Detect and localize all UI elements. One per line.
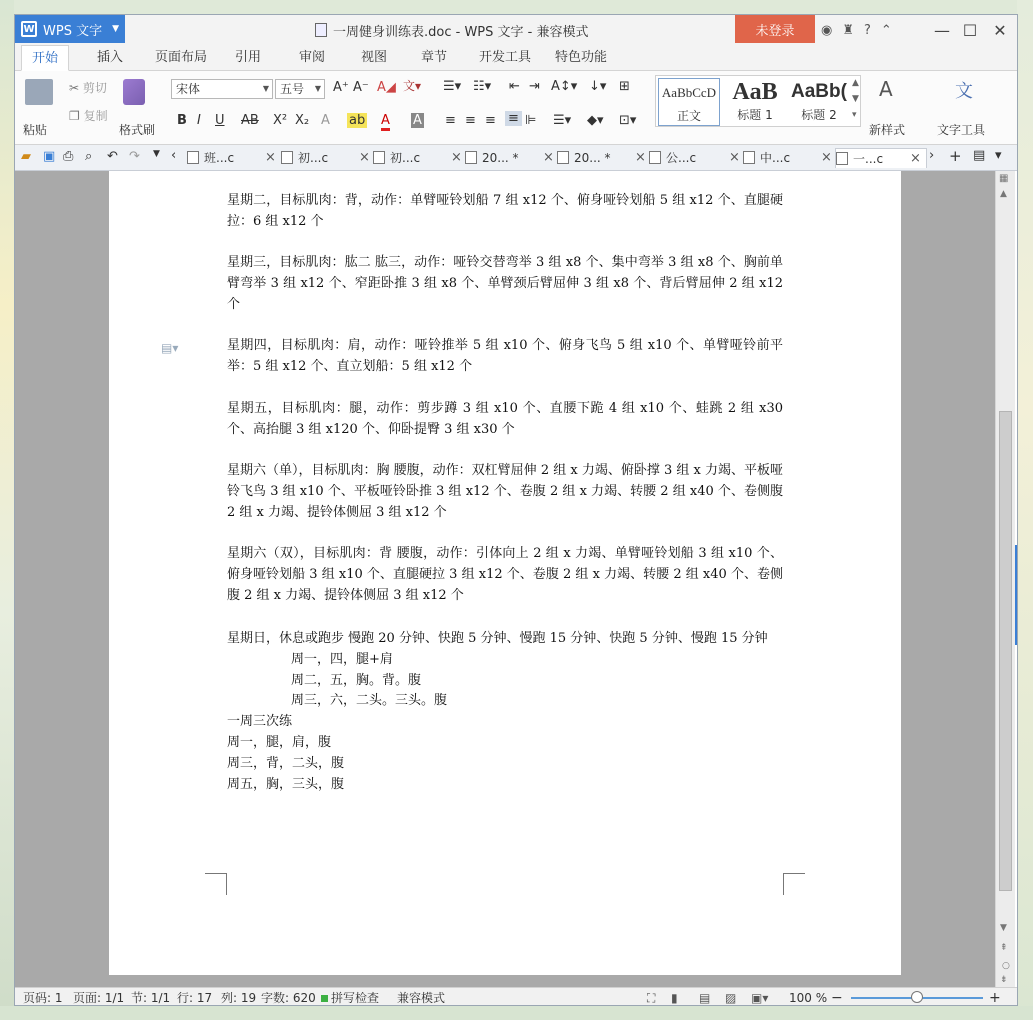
document-workspace	[15, 171, 995, 987]
document-icon	[281, 151, 293, 164]
paragraph-thursday: 星期四，目标肌肉：肩，动作：哑铃推举 5 组 x10 个、俯身飞鸟 5 组 x10 个、单臂哑铃前平举：5 组 x12 个、直立划船：5 组 x12 个	[227, 338, 783, 374]
tab-settings-icon[interactable]: ▾	[995, 148, 1002, 163]
document-icon	[557, 151, 569, 164]
style-heading-1[interactable]	[724, 78, 786, 126]
close-icon[interactable]: ×	[729, 150, 740, 165]
prev-page-icon[interactable]: ⇞	[1000, 943, 1008, 953]
plain-line: 周三，背，二头，腹	[227, 756, 345, 771]
style-heading-1-preview: AaB	[732, 79, 778, 105]
document-icon	[187, 151, 199, 164]
collapse-ribbon-icon[interactable]: ⌃	[880, 22, 892, 38]
status-bar	[15, 987, 1018, 1006]
doc-tab-label: 班...c	[204, 151, 235, 165]
reading-view-icon[interactable]: ▣▾	[751, 991, 769, 1005]
paragraph-friday: 星期五，目标肌肉：腿，动作：剪步蹲 3 组 x10 个、直腰下跪 4 组 x10 个、蛙跳 2 组 x30 个、高抬腿 3 组 x120 个、仰卧提臀 3 组 x30 个	[227, 401, 783, 437]
tabs-prev-icon[interactable]: ‹	[171, 148, 177, 163]
chevron-down-icon: ▼	[112, 24, 119, 34]
indented-line: 周三，六，二头。三头。腹	[291, 693, 448, 708]
cut-label: 剪切	[82, 81, 107, 95]
login-button[interactable]: 未登录	[735, 15, 815, 43]
paragraph-saturday-single: 星期六（单），目标肌肉：胸 腰腹，动作：双杠臂屈伸 2 组 x 力竭、俯卧撑 3 组 x 力竭、平板哑铃飞鸟 3 组 x10 个、平板哑铃卧推 3 组 x12 个、卷腹 2 组 x 力竭、转腰 2 组 x40 个、卷侧腹 2 组 x 力竭、提铃体侧屈 3 组 x12 个	[227, 463, 783, 520]
spell-check-button[interactable]	[321, 988, 379, 1006]
zoom-level[interactable]: 100 %	[789, 991, 828, 1005]
document-tabs	[15, 145, 1018, 171]
plain-line: 一周三次练	[227, 714, 293, 729]
status-section: 节: 1/1	[131, 991, 171, 1005]
outline-view-icon[interactable]: ▤	[699, 991, 711, 1005]
paragraph-handle-icon[interactable]: ▤▾	[161, 341, 179, 355]
status-col: 列: 19	[221, 991, 257, 1005]
new-tab-icon[interactable]: +	[949, 147, 962, 165]
document-icon	[465, 151, 477, 164]
chevron-down-icon: ▼	[314, 84, 321, 93]
page-view-icon[interactable]: ▮	[671, 991, 678, 1005]
close-icon[interactable]: ×	[543, 150, 554, 165]
close-button[interactable]: ✕	[993, 20, 1007, 40]
text-effect-icon[interactable]: A	[321, 113, 330, 128]
underline-icon[interactable]: U	[215, 113, 225, 128]
doc-tab[interactable]	[281, 148, 373, 168]
status-row: 行: 17	[177, 991, 213, 1005]
brush-icon	[123, 79, 145, 105]
status-word-count[interactable]: 字数: 620	[261, 991, 316, 1005]
status-page-code: 页码: 1	[23, 991, 63, 1005]
tab-special[interactable]: 特色功能	[555, 50, 608, 65]
style-heading-2-preview: AaBb(	[791, 81, 847, 102]
zoom-in-icon[interactable]: +	[989, 990, 1001, 1006]
copy-icon: ❐	[69, 109, 80, 123]
shrink-font-icon[interactable]: A⁻	[353, 80, 369, 95]
highlight-icon[interactable]: ab	[349, 113, 366, 128]
undo-icon[interactable]: ↶	[107, 149, 118, 164]
scroll-up-icon[interactable]: ▲	[1000, 189, 1007, 199]
minimize-button[interactable]: —	[934, 20, 950, 40]
zoom-slider-knob[interactable]	[911, 991, 923, 1003]
tab-view[interactable]: 视图	[361, 50, 388, 65]
tabs-next-icon[interactable]: ›	[929, 148, 935, 163]
subscript-icon[interactable]: X₂	[295, 113, 310, 128]
bullets-icon[interactable]: ☰▾	[443, 79, 462, 94]
ruler-toggle-icon[interactable]: ▦	[999, 173, 1009, 184]
doc-tab-label: 一...c	[853, 152, 884, 166]
document-icon	[649, 151, 661, 164]
paste-label: 粘贴	[23, 123, 48, 137]
doc-tab-label: 20... *	[574, 151, 611, 165]
close-icon[interactable]: ×	[359, 150, 370, 165]
doc-tab[interactable]	[465, 148, 557, 168]
doc-tab[interactable]	[187, 148, 279, 168]
ribbon-home	[15, 71, 1018, 145]
doc-tab[interactable]	[373, 148, 465, 168]
web-view-icon[interactable]: ▨	[725, 991, 737, 1005]
document-icon	[743, 151, 755, 164]
skin-icon[interactable]: ◉	[821, 22, 833, 38]
doc-tab-active[interactable]	[835, 148, 927, 168]
status-compat-mode: 兼容模式	[397, 991, 446, 1005]
tab-chapter[interactable]: 章节	[421, 50, 448, 65]
print-icon[interactable]: ⎙	[63, 149, 74, 164]
new-style-icon: A	[879, 77, 893, 101]
strikethrough-icon[interactable]: AB	[241, 113, 259, 128]
close-icon[interactable]: ×	[635, 150, 646, 165]
title-icons	[821, 15, 892, 45]
paragraph-wednesday: 星期三，目标肌肉：肱二 肱三，动作：哑铃交替弯举 3 组 x8 个、集中弯举 3 组 x8 个、胸前单臂弯举 3 组 x12 个、窄距卧推 3 组 x8 个、单臂颈后臂屈伸 3 组 x8 个、背后臂屈伸 2 组 x12 个	[227, 255, 783, 312]
justify-icon[interactable]: ≡	[505, 111, 522, 126]
doc-tab-label: 20... *	[482, 151, 519, 165]
tab-references[interactable]: 引用	[235, 50, 262, 65]
shirt-icon[interactable]: ♜	[842, 22, 854, 38]
vertical-scrollbar[interactable]	[995, 171, 1015, 987]
borders-icon[interactable]: ⊡▾	[619, 113, 637, 128]
save-icon[interactable]: ▣	[43, 149, 56, 164]
tab-list-icon[interactable]: ▤	[973, 148, 986, 163]
text-direction-icon[interactable]: A↕▾	[551, 79, 578, 94]
paragraph-saturday-double: 星期六（双），目标肌肉：背 腰腹，动作：引体向上 2 组 x 力竭、单臂哑铃划船 3 组 x10 个、俯身哑铃划船 3 组 x10 个、直腿硬拉 3 组 x12 个、卷腹 2 组 x 力竭、转腰 2 组 x40 个、卷侧腹 2 组 x 力竭、提铃体侧屈 3 组 x12 个	[227, 546, 783, 603]
close-icon[interactable]: ×	[265, 150, 276, 165]
document-icon	[836, 152, 848, 165]
gallery-expand-icon[interactable]: ▾	[852, 110, 857, 120]
copy-button[interactable]	[69, 107, 108, 124]
doc-tab-label: 公...c	[666, 151, 697, 165]
chevron-down-icon: ▼	[262, 84, 269, 93]
decrease-indent-icon[interactable]: ⇤	[509, 79, 520, 94]
tab-page-layout[interactable]: 页面布局	[155, 50, 208, 65]
app-menu-button[interactable]	[15, 15, 125, 43]
tab-insert[interactable]: 插入	[97, 50, 124, 65]
format-painter-label: 格式刷	[119, 123, 156, 137]
close-icon[interactable]: ×	[821, 150, 832, 165]
paragraph-sunday: 星期日，休息或跑步 慢跑 20 分钟、快跑 5 分钟、慢跑 15 分钟、快跑 5 分钟、慢跑 15 分钟	[227, 631, 768, 646]
maximize-button[interactable]: ☐	[962, 20, 978, 40]
full-screen-view-icon[interactable]: ⛶	[647, 991, 656, 1005]
status-page: 页面: 1/1	[73, 991, 125, 1005]
clipboard-icon	[25, 79, 53, 105]
align-right-icon[interactable]: ≡	[485, 113, 496, 128]
doc-tab[interactable]	[557, 148, 649, 168]
sort-icon[interactable]: ↓▾	[589, 79, 607, 94]
app-name: WPS 文字	[43, 23, 103, 39]
font-size-value: 五号	[280, 82, 305, 96]
align-left-icon[interactable]: ≡	[445, 113, 456, 128]
clear-format-icon[interactable]: A◢	[377, 80, 396, 95]
shading-icon[interactable]: ◆▾	[587, 113, 604, 128]
select-browse-icon[interactable]: ○	[1002, 961, 1010, 971]
phonetic-guide-icon[interactable]: 文▾	[403, 79, 422, 93]
align-center-icon[interactable]: ≡	[465, 113, 476, 128]
distributed-icon[interactable]: ⊫	[525, 113, 537, 128]
font-name-select[interactable]	[171, 79, 273, 99]
next-page-icon[interactable]: ⇟	[1000, 975, 1008, 985]
desktop-background-left	[0, 0, 14, 1020]
scrollbar-thumb[interactable]	[999, 411, 1012, 891]
close-icon[interactable]: ×	[910, 151, 921, 166]
character-shading-icon[interactable]: A	[413, 113, 422, 128]
superscript-icon[interactable]: X²	[273, 113, 288, 128]
doc-tab[interactable]	[649, 148, 743, 168]
doc-tab-label: 初...c	[298, 151, 329, 165]
indented-line: 周一，四，腿+肩	[291, 652, 393, 667]
spell-check-indicator-icon	[321, 995, 328, 1002]
window-title-text: 一周健身训练表.doc - WPS 文字 - 兼容模式	[333, 24, 589, 40]
copy-label: 复制	[83, 109, 108, 123]
font-name-value: 宋体	[176, 82, 201, 96]
tab-developer[interactable]: 开发工具	[479, 50, 532, 65]
font-color-icon[interactable]: A	[381, 113, 390, 131]
document-icon	[315, 23, 327, 37]
doc-tab-label: 中...c	[760, 151, 791, 165]
style-normal-preview: AaBbCcD	[661, 85, 717, 100]
quick-access-dropdown-icon[interactable]: ▼	[153, 149, 160, 159]
crop-mark-right	[783, 873, 805, 895]
doc-tab[interactable]	[743, 148, 835, 168]
style-heading-2-caption: 标题 2	[801, 108, 837, 122]
document-icon	[373, 151, 385, 164]
side-panel-toggle[interactable]	[1015, 545, 1018, 645]
wps-logo-icon: W	[21, 21, 37, 37]
table-icon[interactable]: ⊞	[619, 79, 630, 94]
bold-icon[interactable]: B	[177, 113, 187, 128]
title-bar	[15, 15, 1018, 45]
doc-tab-label: 初...c	[390, 151, 421, 165]
paragraph-tuesday: 星期二，目标肌肉：背，动作：单臂哑铃划船 7 组 x12 个、俯身哑铃划船 5 组 x12 个、直腿硬拉：6 组 x12 个	[227, 193, 783, 229]
font-size-select[interactable]	[275, 79, 325, 99]
grow-font-icon[interactable]: A⁺	[333, 80, 349, 95]
wps-writer-window	[14, 14, 1018, 1006]
increase-indent-icon[interactable]: ⇥	[529, 79, 540, 94]
zoom-out-icon[interactable]: −	[831, 990, 843, 1006]
document-page[interactable]	[109, 171, 901, 975]
redo-icon[interactable]: ↷	[129, 149, 140, 164]
plain-line: 周五，胸，三头，腹	[227, 777, 345, 792]
new-style-label: 新样式	[869, 123, 906, 137]
text-tools-label: 文字工具	[937, 123, 986, 137]
numbering-icon[interactable]: ☷▾	[473, 79, 492, 94]
indented-line: 周二，五，胸。背。腹	[291, 673, 422, 688]
tab-home[interactable]: 开始	[21, 45, 69, 71]
crop-mark-left	[205, 873, 227, 895]
desktop-background-bottom	[0, 1006, 1033, 1020]
cut-button[interactable]	[69, 79, 107, 96]
window-title	[315, 15, 615, 45]
scroll-down-icon[interactable]: ▼	[1000, 923, 1007, 933]
styles-gallery	[655, 75, 861, 127]
ribbon-tabs	[15, 45, 1018, 71]
gallery-scroll-up-icon[interactable]: ▲	[852, 78, 859, 88]
plain-line: 周一，腿，肩，腹	[227, 735, 332, 750]
tab-review[interactable]: 审阅	[299, 50, 326, 65]
style-heading-2[interactable]	[788, 78, 850, 126]
help-icon[interactable]: ?	[864, 22, 871, 38]
close-icon[interactable]: ×	[451, 150, 462, 165]
style-heading-1-caption: 标题 1	[737, 108, 773, 122]
text-tools-icon: 文	[955, 81, 973, 102]
open-folder-icon[interactable]: ▰	[21, 149, 31, 164]
spell-check-label: 拼写检查	[331, 991, 380, 1005]
scissors-icon: ✂	[69, 81, 80, 95]
style-normal-caption: 正文	[676, 109, 701, 123]
italic-icon[interactable]: I	[197, 113, 201, 128]
line-spacing-icon[interactable]: ☰▾	[553, 113, 572, 128]
print-preview-icon[interactable]: ⌕	[85, 149, 93, 164]
desktop-background-right	[1017, 0, 1033, 1020]
style-normal[interactable]	[658, 78, 720, 126]
gallery-scroll-down-icon[interactable]: ▼	[852, 94, 859, 104]
